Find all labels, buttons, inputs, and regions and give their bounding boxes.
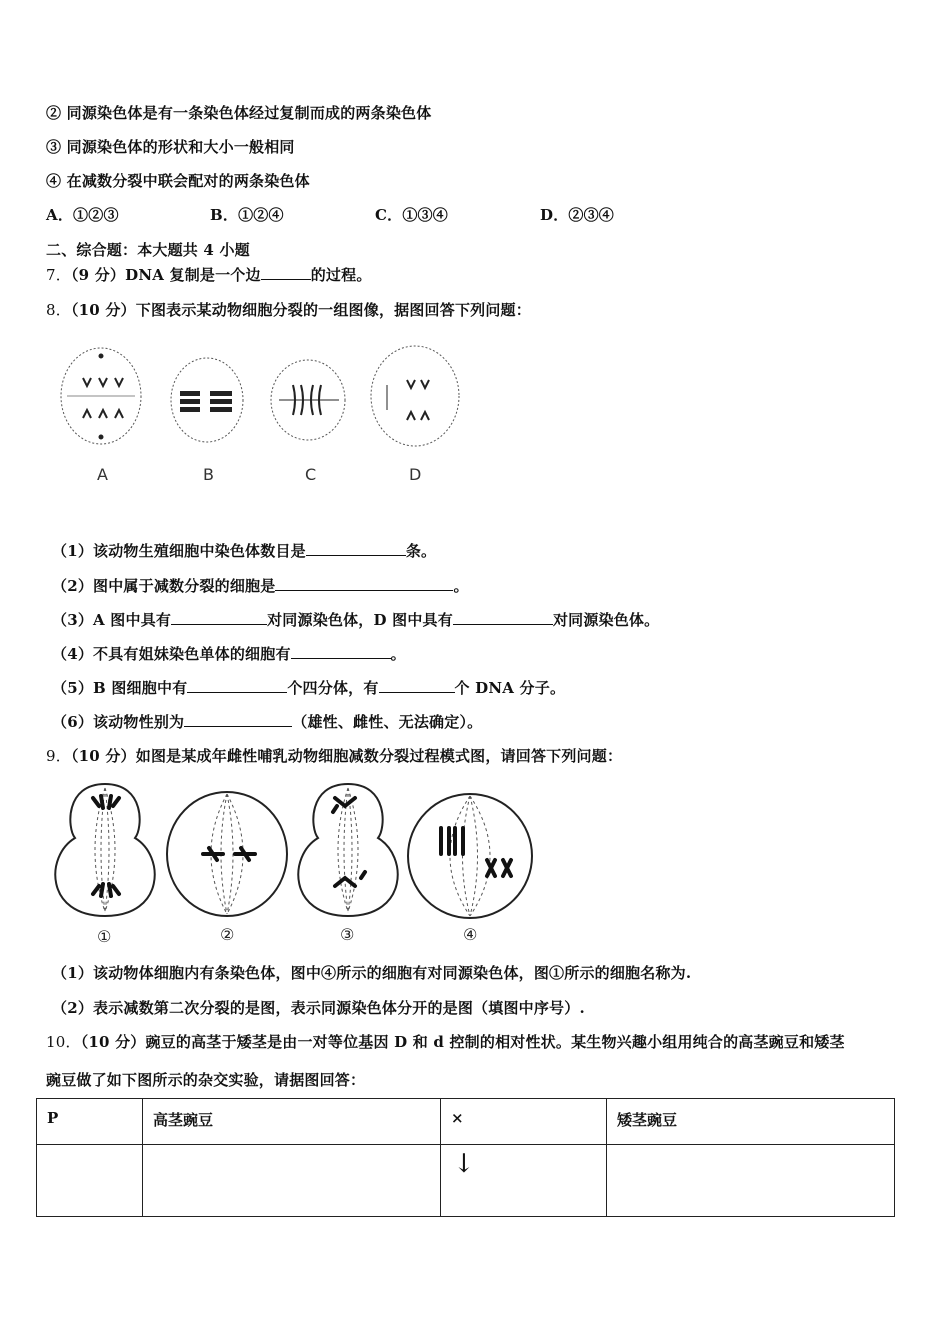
q8-score: （10 分） <box>70 301 136 319</box>
q8-part-2-text: （2）图中属于减数分裂的细胞是 <box>52 577 276 595</box>
cell-1-outline <box>55 784 154 916</box>
q8-cell-figure <box>55 340 465 490</box>
q7-score: （9 分） <box>70 266 126 284</box>
cell-d-outline <box>371 346 459 446</box>
q8-part-4-text: （4）不具有姐妹染色单体的细胞有 <box>52 645 291 663</box>
q8-part-3-text: （3）A 图中具有 <box>52 611 172 629</box>
q8-part-5-mid: 个四分体，有 <box>287 679 379 697</box>
q8-part-5-blank-2 <box>379 677 455 693</box>
q8-part-1-tail: 条。 <box>405 542 437 560</box>
q9-score: （10 分） <box>70 747 136 765</box>
q9-cell-figure <box>45 776 540 946</box>
section-heading: 二、综合题：本大题共 4 小题 <box>46 241 250 259</box>
q9-text: 如图是某成年雌性哺乳动物细胞减数分裂过程模式图，请回答下列问题： <box>135 747 623 765</box>
q8-part-3 <box>52 609 659 630</box>
q7-number: 7． <box>46 266 71 284</box>
q8-part-2-blank <box>275 575 453 591</box>
q8-stem <box>46 299 531 320</box>
cell-parent-tall: 高茎豌豆 <box>143 1099 441 1145</box>
q8-part-5-tail: 个 DNA 分子。 <box>454 679 566 697</box>
statement-2: ② 同源染色体是有一条染色体经过复制而成的两条染色体 <box>46 104 432 122</box>
fig-label-b: B <box>203 465 214 484</box>
q8-part-1 <box>52 540 436 561</box>
q8-part-4 <box>52 643 406 664</box>
q8-part-5 <box>52 677 565 698</box>
fig-label-d: D <box>409 465 422 484</box>
down-arrow-icon: ↓ <box>441 1145 607 1217</box>
statement-3: ③ 同源染色体的形状和大小一般相同 <box>46 138 295 156</box>
q8-text: 下图表示某动物细胞分裂的一组图像，据图回答下列问题： <box>135 301 531 319</box>
q8-part-5-text: （5）B 图细胞中有 <box>52 679 188 697</box>
q9-part-1: （1）该动物体细胞内有条染色体，图中④所示的细胞有对同源染色体，图①所示的细胞名称为. <box>52 964 692 982</box>
table-row <box>37 1099 895 1145</box>
q8-part-5-blank-1 <box>187 677 287 693</box>
fig-label-4: ④ <box>463 925 478 944</box>
q7-text-a: DNA 复制是一个边 <box>125 266 261 284</box>
q8-part-1-text: （1）该动物生殖细胞中染色体数目是 <box>52 542 306 560</box>
cell-2-outline <box>167 792 287 916</box>
q8-number: 8． <box>46 301 71 319</box>
fig-label-c: C <box>305 465 317 484</box>
statement-4: ④ 在减数分裂中联会配对的两条染色体 <box>46 172 310 190</box>
cell-empty <box>607 1145 895 1217</box>
q8-part-6-tail: （雄性、雌性、无法确定）。 <box>292 713 483 731</box>
option-c: C．①③④ <box>375 206 448 224</box>
q8-part-6 <box>52 711 482 732</box>
option-a: A．①②③ <box>46 206 119 224</box>
fig-label-a: A <box>97 465 108 484</box>
q8-part-6-blank <box>184 711 292 727</box>
cell-cross-symbol: × <box>441 1099 607 1145</box>
chromosomes <box>93 796 511 896</box>
q7 <box>46 264 372 285</box>
q9-part-2: （2）表示减数第二次分裂的是图，表示同源染色体分开的是图（填图中序号）. <box>52 999 585 1017</box>
q8-part-6-text: （6）该动物性别为 <box>52 713 185 731</box>
q6-options <box>46 204 614 225</box>
q8-part-4-blank <box>291 643 391 659</box>
fig-label-1: ① <box>97 927 112 946</box>
q10-score: （10 分） <box>80 1033 146 1051</box>
q8-part-3-tail: 对同源染色体。 <box>552 611 660 629</box>
q10-text-line2: 豌豆做了如下图所示的杂交实验，请据图回答： <box>46 1071 366 1089</box>
q7-text-b: 的过程。 <box>310 266 372 284</box>
q8-part-3-mid: 对同源染色体，D 图中具有 <box>267 611 453 629</box>
cell-empty <box>37 1145 143 1217</box>
cross-table <box>36 1098 895 1217</box>
q8-part-1-blank <box>306 540 406 556</box>
fig-label-3: ③ <box>340 925 355 944</box>
q8-part-4-tail: 。 <box>390 645 406 663</box>
cell-4-outline <box>408 794 532 918</box>
fig-label-2: ② <box>220 925 235 944</box>
option-d: D．②③④ <box>540 206 615 224</box>
q7-blank <box>261 264 311 280</box>
q8-part-3-blank-1 <box>171 609 267 625</box>
cell-parent-short: 矮茎豌豆 <box>607 1099 895 1145</box>
q10-stem <box>46 1031 845 1052</box>
q9-number: 9． <box>46 747 71 765</box>
table-row <box>37 1145 895 1217</box>
q8-part-3-blank-2 <box>453 609 553 625</box>
q9-stem <box>46 745 622 766</box>
q8-part-2-tail: 。 <box>453 577 469 595</box>
cell-generation: P <box>37 1099 143 1145</box>
q8-part-2 <box>52 575 469 596</box>
q10-text-line1: 豌豆的高茎于矮茎是由一对等位基因 D 和 d 控制的相对性状。某生物兴趣小组用纯合的高茎豌豆和矮茎 <box>145 1033 845 1051</box>
option-b: B．①②④ <box>210 206 284 224</box>
cell-empty <box>143 1145 441 1217</box>
q10-number: 10． <box>46 1033 81 1051</box>
